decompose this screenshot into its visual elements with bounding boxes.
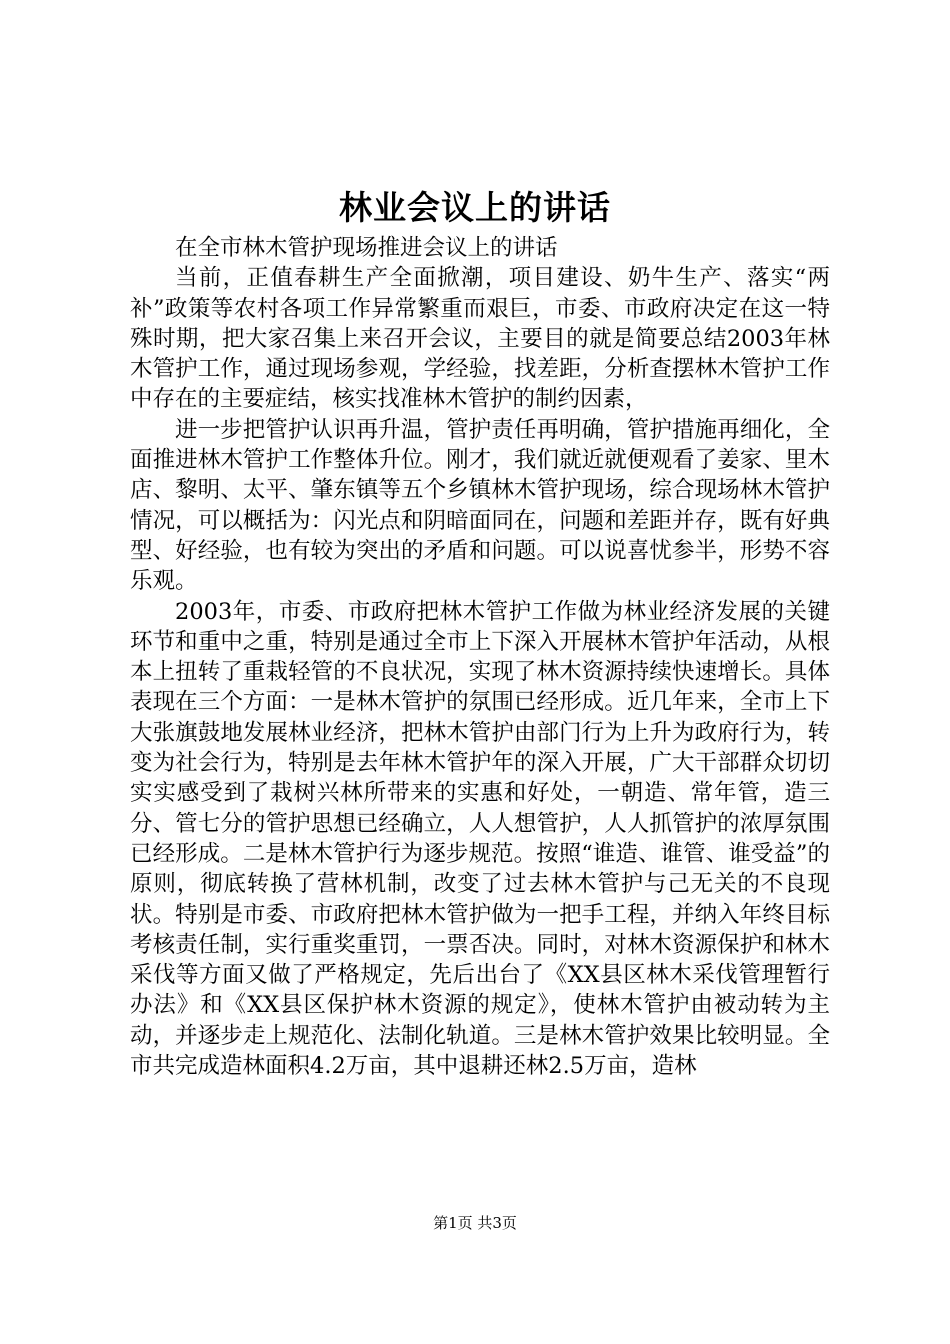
body-paragraph: 当前，正值春耕生产全面掀潮，项目建设、奶牛生产、落实“两补”政策等农村各项工作异常繁重而艰巨，市委、市政府决定在这一特殊时期，把大家召集上来召开会议，主要目的就是简要总结2003年林木管护工作，通过现场参观，学经验，找差距，分析查摆林木管护工作中存在的主要症结，核实找准林木管护的制约因素， xyxy=(130,265,830,413)
page-footer: 第1页 共3页 xyxy=(433,1214,517,1232)
subtitle-paragraph: 在全市林木管护现场推进会议上的讲话 xyxy=(175,235,558,261)
body-paragraph: 进一步把管护认识再升温，管护责任再明确，管护措施再细化，全面推进林木管护工作整体升位。刚才，我们就近就便观看了姜家、里木店、黎明、太平、肇东镇等五个乡镇林木管护现场，综合现场林木管护情况，可以概括为：闪光点和阴暗面同在，问题和差距并存，既有好典型、好经验，也有较为突出的矛盾和问题。可以说喜忧参半，形势不容乐观。 xyxy=(130,416,830,595)
body-paragraph: 2003年，市委、市政府把林木管护工作做为林业经济发展的关键环节和重中之重，特别是通过全市上下深入开展林木管护年活动，从根本上扭转了重栽轻管的不良状况，实现了林木资源持续快速增长。具体表现在三个方面：一是林木管护的氛围已经形成。近几年来，全市上下大张旗鼓地发展林业经济，把林木管护由部门行为上升为政府行为，转变为社会行为，特别是去年林木管护年的深入开展，广大干部群众切切实实感受到了栽树兴林所带来的实惠和好处，一朝造、常年管，造三分、管七分的管护思想已经确立，人人想管护，人人抓管护的浓厚氛围已经形成。二是林木管护行为逐步规范。按照“谁造、谁管、谁受益”的原则，彻底转换了营林机制，改变了过去林木管护与己无关的不良现状。特别是市委、市政府把林木管护做为一把手工程，并纳入年终目标考核责任制，实行重奖重罚，一票否决。同时，对林木资源保护和林木采伐等方面又做了严格规定，先后出台了《XX县区林木采伐管理暂行办法》和《XX县区保护林木资源的规定》，使林木管护由被动转为主动，并逐步走上规范化、法制化轨道。三是林木管护效果比较明显。全市共完成造林面积4.2万亩，其中退耕还林2.5万亩，造林 xyxy=(130,598,830,1080)
document-title: 林业会议上的讲话 xyxy=(339,188,611,227)
document-body xyxy=(130,233,830,1081)
